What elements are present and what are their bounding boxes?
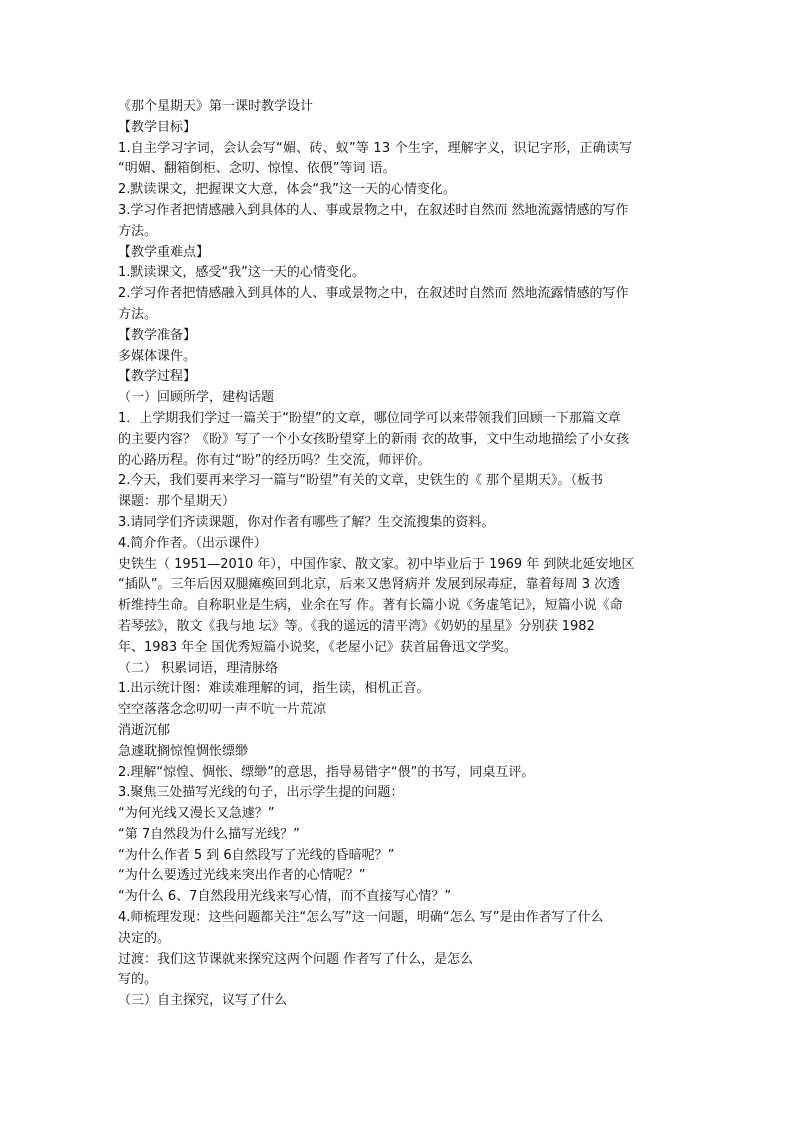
key-point-1: 1.默读课文，感受“我”这一天的心情变化。 — [118, 265, 365, 281]
author-bio-line-1: 史铁生（ 1951—2010 年），中国作家、散文家。初中毕业后于 1969 年 到陕北延安地区 — [118, 556, 635, 572]
objective-1-line-2: “明媚、翻箱倒柜、念叨、惊惶、依偎”等词 语。 — [118, 161, 396, 177]
step-1-item-1-line-3: 的心路历程。你有过“盼”的经历吗？生交流，师评价。 — [118, 452, 431, 468]
author-bio-line-3: 析维持生命。自称职业是生病，业余在写 作。著有长篇小说《务虚笔记》，短篇小说《命 — [118, 598, 623, 614]
step-1-item-2-line-2: 课题：那个星期天） — [118, 494, 236, 510]
key-point-2-line-2: 方法。 — [118, 306, 158, 322]
vocab-line-1: 空空落落念念叨叨一声不吭一片荒凉 — [118, 702, 327, 718]
step-2-item-2: 2.理解“惊惶、惆怅、缥缈”的意思，指导易错字“偎”的书写，同桌互评。 — [118, 764, 535, 780]
step-1-item-4: 4.简介作者。（出示课件） — [118, 535, 267, 551]
vocab-line-2: 消逝沉郁 — [118, 722, 171, 738]
step-1-item-2-line-1: 2.今天，我们要再来学习一篇与“盼望”有关的文章，史铁生的《 那个星期天》。（板书 — [118, 473, 604, 489]
step-2-item-1: 1.出示统计图：难读难理解的词，指生读，相机正音。 — [118, 681, 430, 697]
section-heading-objectives: 【教学目标】 — [118, 119, 197, 135]
author-bio-line-2: “插队”。三年后因双腿瘫痪回到北京，后来又患肾病并 发展到尿毒症，靠着每周 3 次透 — [118, 577, 621, 593]
step-1-item-1-line-2: 的主要内容？《盼》写了一个小女孩盼望穿上的新雨 衣的故事，文中生动地描绘了小女孩 — [118, 431, 630, 447]
step-1-item-1-line-1: 1．上学期我们学过一篇关于“盼望”的文章，哪位同学可以来带领我们回顾一下那篇文章 — [118, 410, 621, 426]
vocab-line-3: 急遽耽搁惊惶惆怅缥缈 — [118, 743, 249, 759]
question-4: “为什么要透过光线来突出作者的心情呢？” — [118, 868, 366, 884]
author-bio-line-5: 年、1983 年全 国优秀短篇小说奖，《老屋小记》获首届鲁迅文学奖。 — [118, 639, 517, 655]
objective-3-line-1: 3.学习作者把情感融入到具体的人、事或景物之中，在叙述时自然而 然地流露情感的写作 — [118, 202, 629, 218]
section-heading-preparation: 【教学准备】 — [118, 327, 197, 343]
author-bio-line-4: 若琴弦》，散文《我与地 坛》等。《我的遥远的清平湾》《奶奶的星星》分别获 1982 — [118, 618, 595, 634]
step-2-heading: （二） 积累词语，理清脉络 — [118, 660, 279, 676]
question-3: “为什么作者 5 到 6自然段写了光线的昏暗呢？” — [118, 847, 395, 863]
objective-1-line-1: 1.自主学习字词，会认会写“媚、砖、蚁”等 13 个生字，理解字义，识记字形，正确读写 — [118, 140, 633, 156]
question-2: “第 7自然段为什么描写光线？” — [118, 826, 300, 842]
step-1-item-3: 3.请同学们齐读课题，你对作者有哪些了解？生交流搜集的资料。 — [118, 514, 495, 530]
step-2-item-4-line-2: 决定的。 — [118, 930, 171, 946]
step-1-heading: （一）回顾所学，建构话题 — [118, 390, 275, 406]
section-heading-process: 【教学过程】 — [118, 369, 197, 385]
step-2-item-3: 3.聚焦三处描写光线的句子，出示学生提的问题： — [118, 785, 404, 801]
transition-line-1: 过渡：我们这节课就来探究这两个问题 作者写了什么，是怎么 — [118, 951, 474, 967]
document-title: 《那个星期天》第一课时教学设计 — [118, 99, 314, 114]
step-3-heading: （三）自主探究，议写了什么 — [118, 993, 288, 1009]
objective-3-line-2: 方法。 — [118, 223, 158, 239]
section-heading-key-points: 【教学重难点】 — [118, 244, 210, 260]
question-5: “为什么 6、7自然段用光线来写心情，而不直接写心情？” — [118, 889, 452, 905]
key-point-2-line-1: 2.学习作者把情感融入到具体的人、事或景物之中，在叙述时自然而 然地流露情感的写作 — [118, 286, 629, 302]
preparation-text: 多媒体课件。 — [118, 348, 197, 364]
question-1: “为何光线又漫长又急遽？” — [118, 806, 275, 822]
objective-2: 2.默读课文，把握课文大意，体会“我”这一天的心情变化。 — [118, 182, 456, 198]
transition-line-2: 写的。 — [118, 972, 158, 988]
document-page — [118, 97, 678, 1012]
step-2-item-4-line-1: 4.师梳理发现：这些问题都关注“怎么写”这一问题，明确“怎么 写”是由作者写了什么 — [118, 910, 604, 926]
